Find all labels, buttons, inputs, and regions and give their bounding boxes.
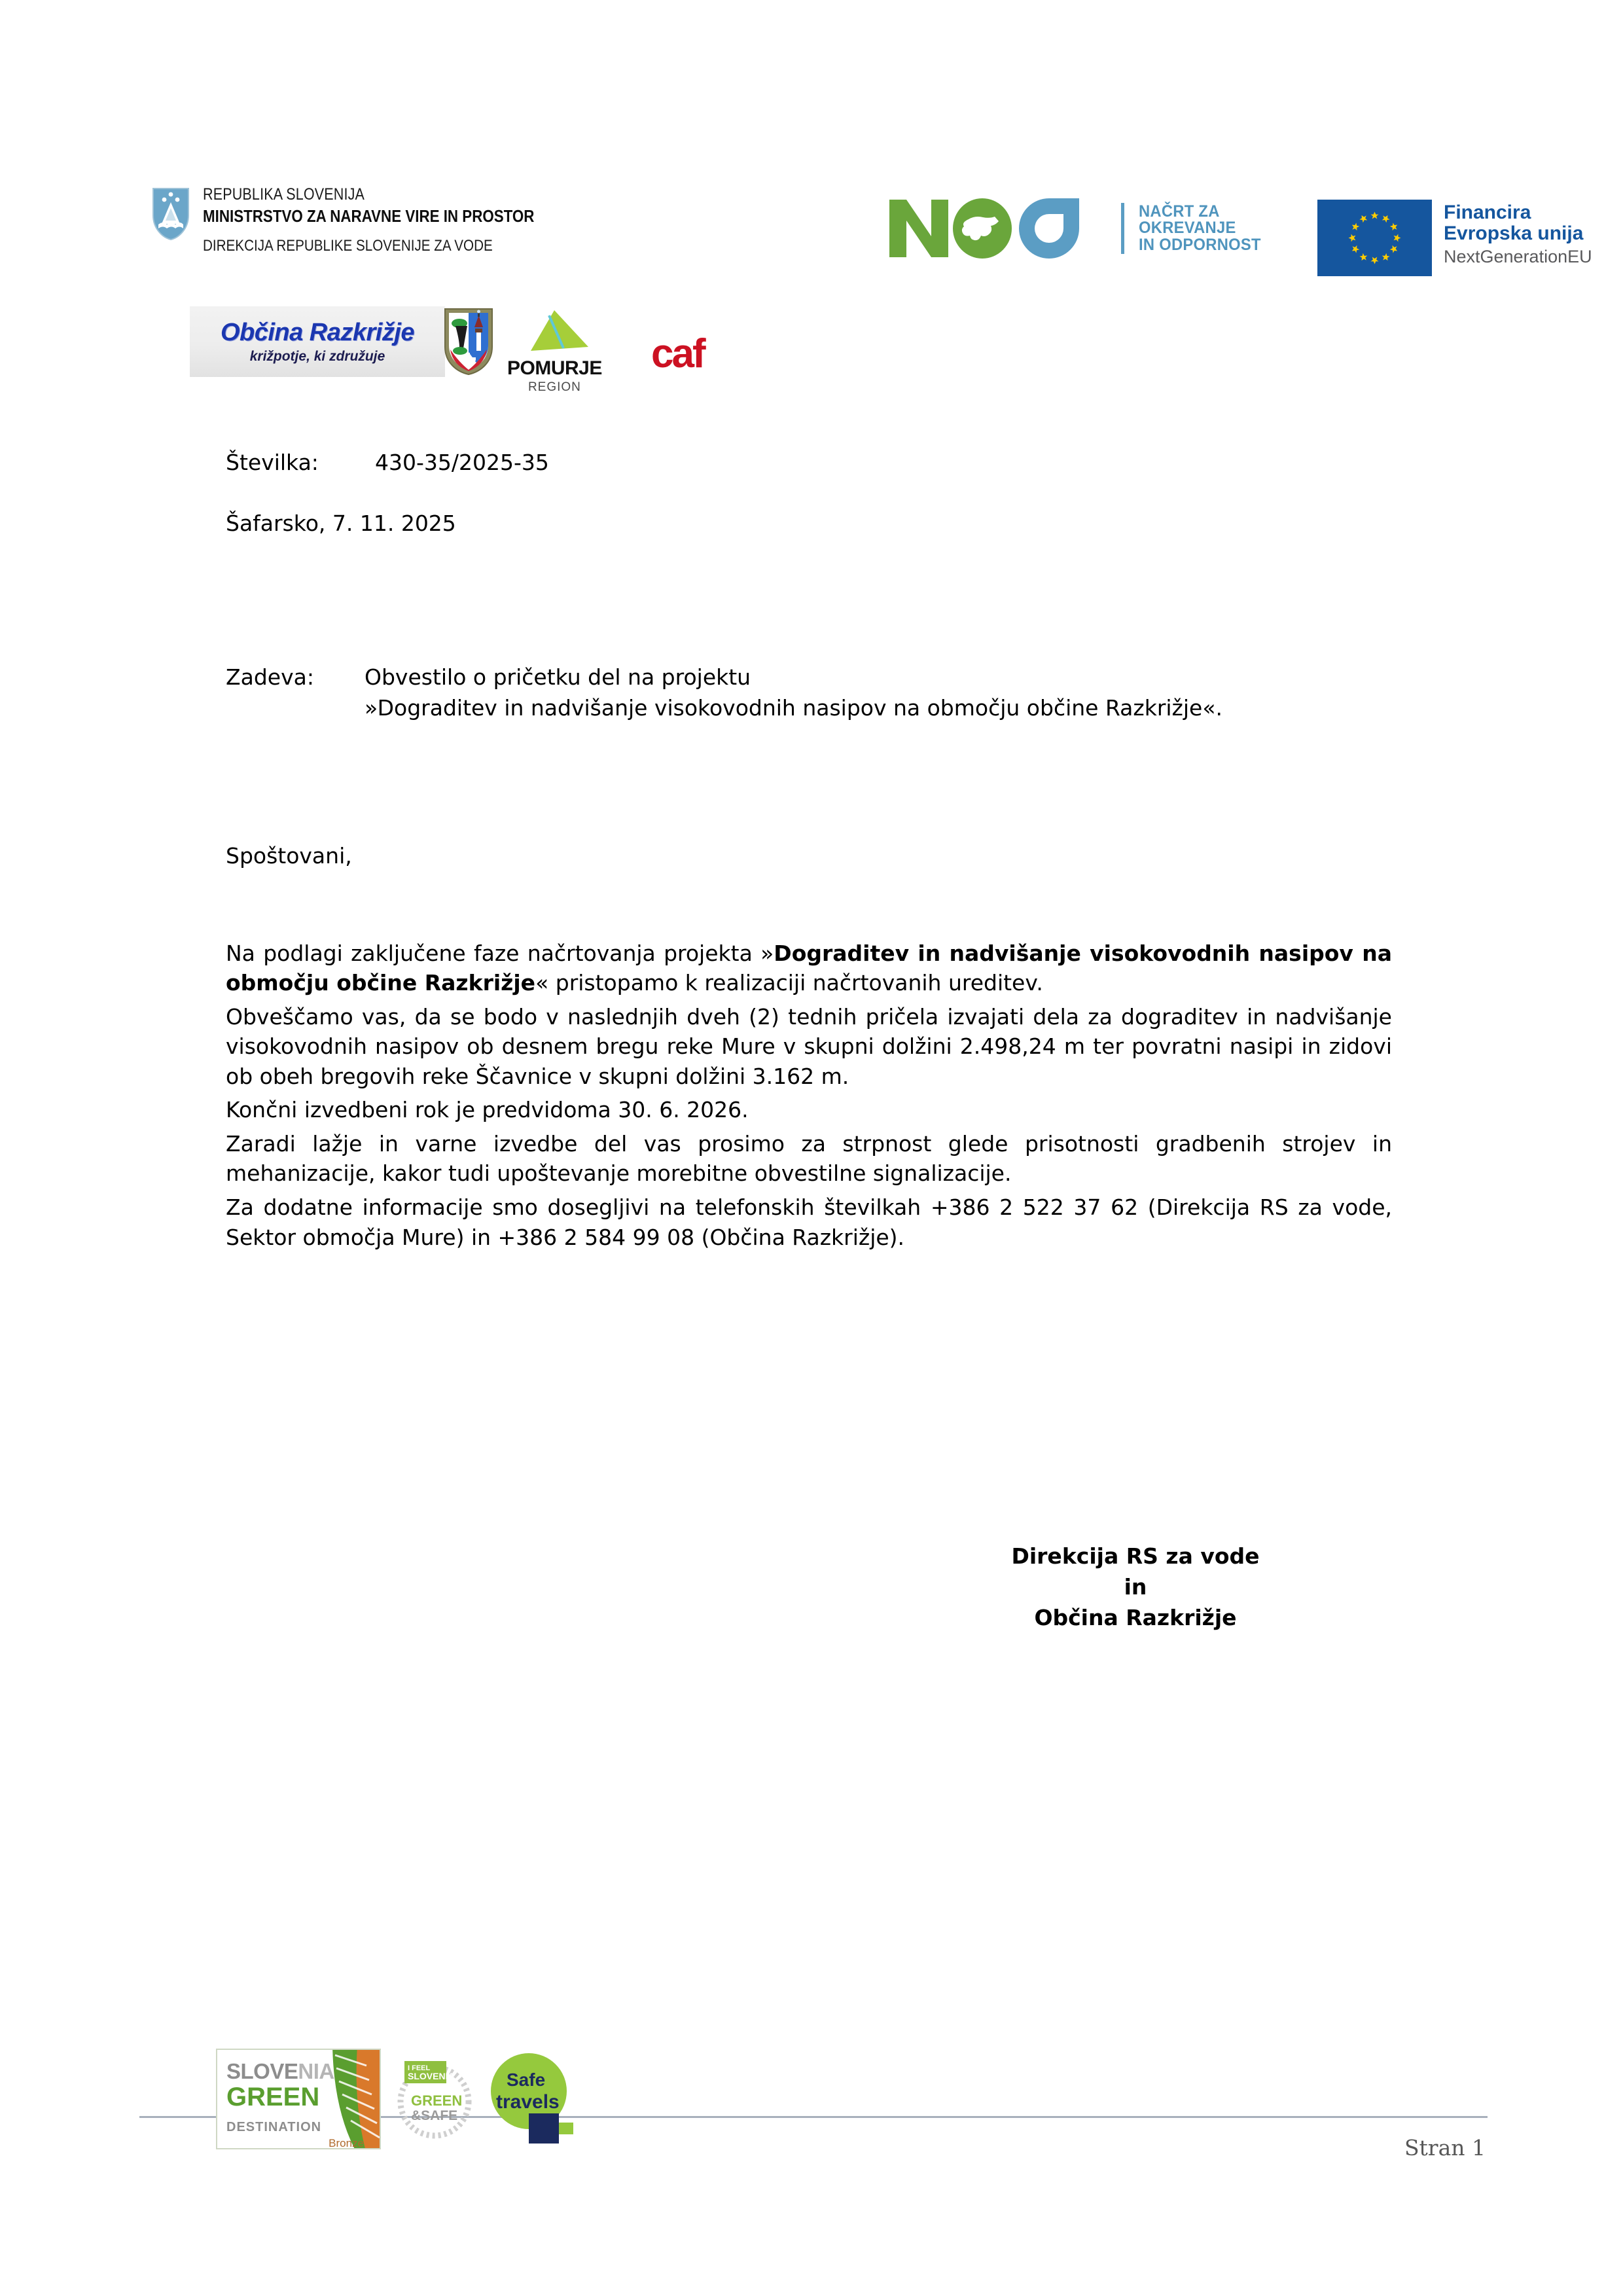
body-paragraph <box>226 1095 1392 1125</box>
subject-label: Zadeva: <box>226 664 314 690</box>
document-number-label: Številka: <box>226 450 319 475</box>
noo-wordmark-icon <box>887 196 1109 261</box>
paragraph-text: Zaradi lažje in varne izvedbe del vas prosimo za strpnost glede prisotnosti gradbenih strojev in mehanizacije, kakor tudi upoštevanje morebitne obvestilne signalizacije. <box>226 1130 1392 1187</box>
slovenia-green-line-4: Bronze <box>329 2137 364 2149</box>
document-number-row <box>226 452 1392 473</box>
subject-line-2: »Dograditev in nadvišanje visokovodnih nasipov na območju občine Razkrižje«. <box>365 694 1223 721</box>
document-body <box>226 452 1392 1252</box>
svg-text:I FEEL: I FEEL <box>408 2064 431 2072</box>
municipality-slogan: križpotje, ki združuje <box>249 349 385 364</box>
government-line-3: DIREKCIJA REPUBLIKE SLOVENIJE ZA VODE <box>203 237 493 255</box>
slovenia-green-line-1 <box>226 2060 364 2082</box>
subject-block <box>226 662 1392 724</box>
signature-block <box>880 1541 1391 1634</box>
partner-logo-band <box>190 306 713 394</box>
document-number-value: 430-35/2025-35 <box>375 450 549 475</box>
eu-line-2: Evropska unija <box>1444 223 1584 245</box>
caf-logo: caf <box>651 331 704 376</box>
footer-badges <box>216 2049 575 2149</box>
pomurje-subtitle: REGION <box>527 380 581 394</box>
signature-line-2: in <box>1124 1573 1147 1600</box>
noo-divider <box>1121 203 1124 254</box>
eu-text-block <box>1444 200 1592 266</box>
subject-lines <box>365 662 1222 724</box>
sg-nia: NIA <box>298 2059 334 2083</box>
green-and-safe-badge-icon <box>393 2057 476 2141</box>
pomurje-name: POMURJE <box>507 357 602 379</box>
sg-slove: SLOVE <box>226 2059 298 2083</box>
eu-funding-logo <box>1317 200 1592 276</box>
paragraph-text: Za dodatne informacije smo dosegljivi na telefonskih številkah +386 2 522 37 62 (Direkcija RS za vode, Sektor območja Mure) in +386 2 584 99 08 (Občina Razkrižje). <box>226 1194 1392 1250</box>
eu-line-3: NextGenerationEU <box>1444 247 1592 267</box>
razkrizje-coat-of-arms-icon <box>442 306 495 380</box>
signature-line-3: Občina Razkrižje <box>1034 1604 1237 1630</box>
place-date-row <box>226 512 1392 534</box>
noo-logo <box>887 196 1268 261</box>
project-title-emphasis: Dograditev in nadvišanje visokovodnih nasipov na območju občine Razkrižje <box>226 940 1392 996</box>
government-line-1: REPUBLIKA SLOVENIJA <box>203 185 365 204</box>
government-text-block <box>203 187 588 254</box>
pomurje-region-logo <box>507 309 602 395</box>
body-paragraph <box>226 1002 1392 1092</box>
eu-line-1: Financira <box>1444 202 1531 223</box>
safe-travels-line-1-text: Safe <box>507 2070 546 2090</box>
body-paragraph <box>226 1193 1392 1252</box>
signature-line-1: Direkcija RS za vode <box>1011 1543 1260 1569</box>
noo-line-2: OKREVANJE <box>1139 219 1236 238</box>
slovenia-green-text <box>226 2060 364 2149</box>
paragraph-text: « pristopamo k realizaciji načrtovanih ureditev. <box>535 970 1043 996</box>
government-logo <box>151 187 588 254</box>
page-number: Stran 1 <box>1404 2135 1486 2161</box>
eu-flag-icon <box>1317 200 1432 276</box>
header-logo-band <box>151 185 1592 272</box>
svg-text:SLOVENIA: SLOVENIA <box>408 2071 455 2081</box>
greeting: Spoštovani, <box>226 842 352 869</box>
paragraph-text: Končni izvedbeni rok je predvidoma 30. 6. 2026. <box>226 1097 749 1123</box>
paragraph-text: Na podlagi zaključene faze načrtovanja projekta » <box>226 940 774 966</box>
place-date-value: Šafarsko, 7. 11. 2025 <box>226 511 456 536</box>
svg-text:&SAFE: &SAFE <box>411 2108 458 2123</box>
svg-text:GREEN: GREEN <box>411 2092 463 2109</box>
paragraph-text: Obveščamo vas, da se bodo v naslednjih dveh (2) tednih pričela izvajati dela za dograditev in nadvišanje visokovodnih nasipov ob desnem bregu reke Mure v skupni dolžini 2.498,24 m ter povratni nasipi in zidovi ob obeh bregovih reke Ščavnice v skupni dolžini 3.162 m. <box>226 1003 1392 1089</box>
noo-text-block <box>1139 204 1268 254</box>
body-paragraph <box>226 1129 1392 1189</box>
safe-travels-badge-icon <box>488 2051 575 2147</box>
body-paragraphs <box>226 939 1392 1252</box>
noo-line-3: IN ODPORNOST <box>1139 235 1261 254</box>
slovenia-coat-of-arms-icon <box>151 187 191 242</box>
subject-line-1: Obvestilo o pričetku del na projektu <box>365 664 751 690</box>
noo-line-1: NAČRT ZA <box>1139 202 1220 221</box>
municipality-name: Občina Razkrižje <box>220 319 415 346</box>
safe-travels-line-2-text: travels <box>496 2091 560 2113</box>
slovenia-green-line-2: GREEN <box>226 2083 320 2111</box>
slovenia-green-destination-badge-icon <box>216 2049 381 2149</box>
municipality-logo <box>190 306 445 377</box>
pomurje-region-icon <box>515 309 594 356</box>
government-line-2: MINISTRSTVO ZA NARAVNE VIRE IN PROSTOR <box>203 206 535 226</box>
body-paragraph <box>226 939 1392 998</box>
slovenia-green-line-3: DESTINATION <box>226 2120 322 2134</box>
